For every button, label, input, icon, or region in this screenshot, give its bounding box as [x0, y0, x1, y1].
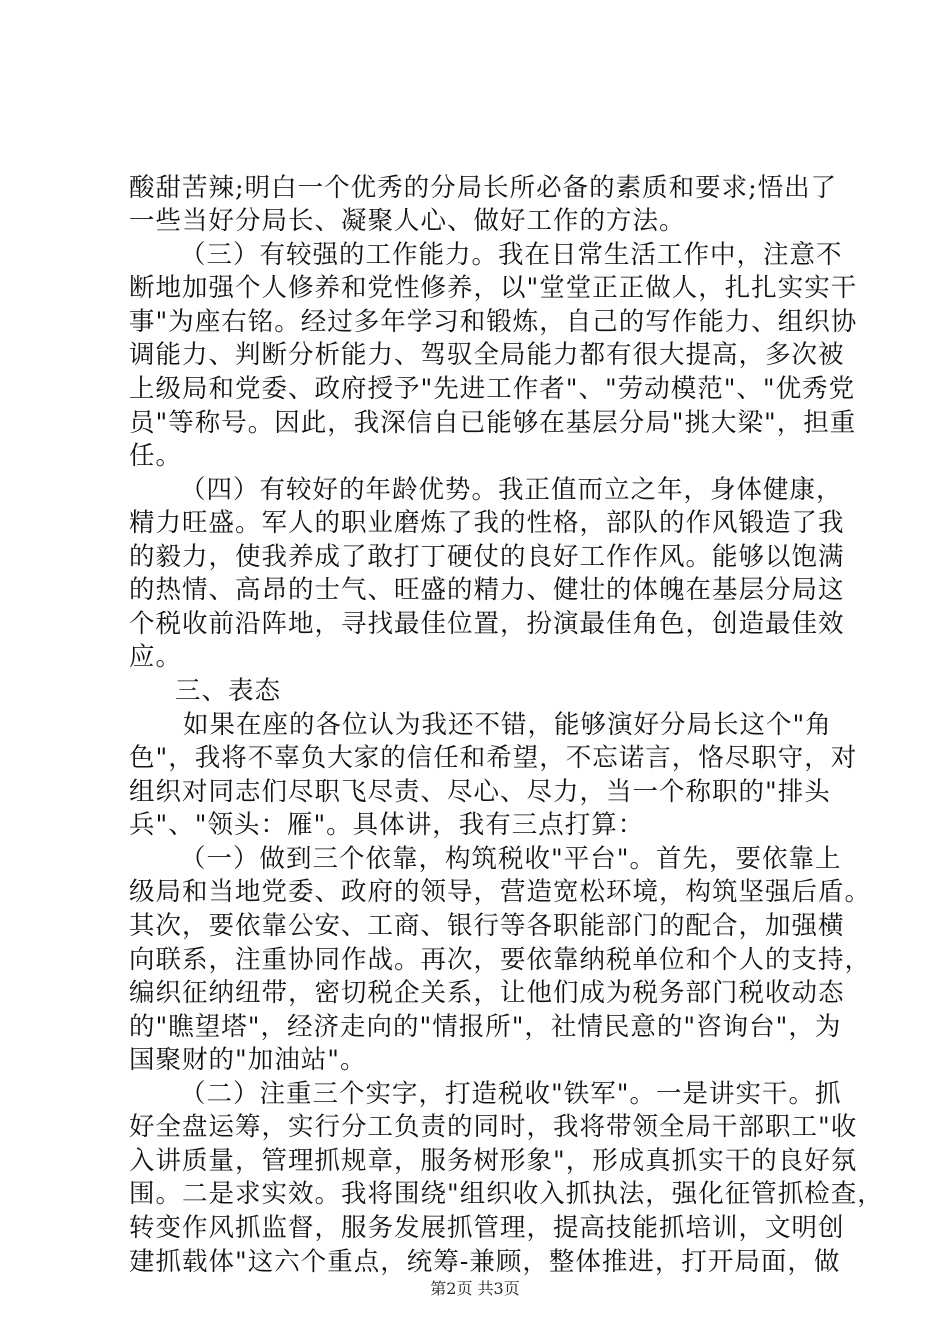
text-line: 级局和当地党委、政府的领导，营造宽松环境，构筑坚强后盾。	[129, 877, 872, 907]
text-line: 向联系，注重协同作战。再次，要依靠纳税单位和个人的支持，	[129, 945, 872, 975]
text-line: 转变作风抓监督，服务发展抓管理，提高技能抓培训，文明创	[129, 1213, 845, 1243]
text-line: 好全盘运筹，实行分工负责的同时，我将带领全局干部职工"收	[129, 1112, 858, 1142]
text-line: 上级局和党委、政府授予"先进工作者"、"劳动模范"、"优秀党	[129, 374, 856, 404]
text-line: 国聚财的"加油站"。	[129, 1045, 367, 1075]
text-line: 一些当好分局长、凝聚人心、做好工作的方法。	[129, 206, 686, 236]
text-line: 员"等称号。因此，我深信自已能够在基层分局"挑大梁"，担重	[129, 408, 857, 438]
text-line: 个税收前沿阵地，寻找最佳位置，扮演最佳角色，创造最佳效	[129, 609, 845, 639]
page-footer: 第2页 共3页	[430, 1279, 520, 1298]
text-line: 围。二是求实效。我将围绕"组织收入抓执法，强化征管抓检查，	[129, 1179, 884, 1209]
text-line: 的热情、高昂的士气、旺盛的精力、健壮的体魄在基层分局这	[129, 575, 845, 605]
text-line: 兵"、"领头：雁"。具体讲，我有三点打算：	[129, 810, 645, 840]
section-heading: 三、表态	[175, 676, 282, 706]
text-line: 其次，要依靠公安、工商、银行等各职能部门的配合，加强横	[129, 911, 845, 941]
text-line: 断地加强个人修养和党性修养，以"堂堂正正做人，扎扎实实干	[129, 273, 858, 303]
text-line: 酸甜苦辣;明白一个优秀的分局长所必备的素质和要求;悟出了	[129, 173, 838, 203]
text-line: 色"，我将不辜负大家的信任和希望，不忘诺言，恪尽职守，对	[129, 743, 858, 773]
text-line: 的"瞧望塔"，经济走向的"情报所"，社情民意的"咨询台"，为	[129, 1012, 842, 1042]
text-line: 精力旺盛。军人的职业磨炼了我的性格，部队的作风锻造了我	[129, 508, 845, 538]
paragraph-start-line: 如果在座的各位认为我还不错，能够演好分局长这个"角	[183, 710, 832, 740]
text-line: 调能力、判断分析能力、驾驭全局能力都有很大提高，多次被	[129, 340, 845, 370]
text-line: 的毅力，使我养成了敢打丁硬仗的良好工作作风。能够以饱满	[129, 542, 845, 572]
paragraph-start-line: （一）做到三个依靠，构筑税收"平台"。首先，要依靠上	[180, 844, 842, 874]
text-line: 入讲质量，管理抓规章，服务树形象"，形成真抓实干的良好氛	[129, 1146, 858, 1176]
text-line: 任。	[129, 441, 183, 471]
paragraph-start-line: （三）有较强的工作能力。我在日常生活工作中，注意不	[180, 240, 843, 270]
text-line: 编织征纳纽带，密切税企关系，让他们成为税务部门税收动态	[129, 978, 845, 1008]
text-line: 组织对同志们尽职飞尽责、尽心、尽力，当一个称职的"排头	[129, 777, 831, 807]
text-line: 事"为座右铭。经过多年学习和锻炼，自己的写作能力、组织协	[129, 307, 858, 337]
text-line: 建抓载体"这六个重点，统筹-兼顾，整体推进，打开局面，做	[129, 1247, 841, 1277]
paragraph-start-line: （二）注重三个实字，打造税收"铁军"。一是讲实干。抓	[180, 1079, 842, 1109]
text-line: 应。	[129, 642, 183, 672]
paragraph-start-line: （四）有较好的年龄优势。我正值而立之年，身体健康，	[180, 475, 843, 505]
